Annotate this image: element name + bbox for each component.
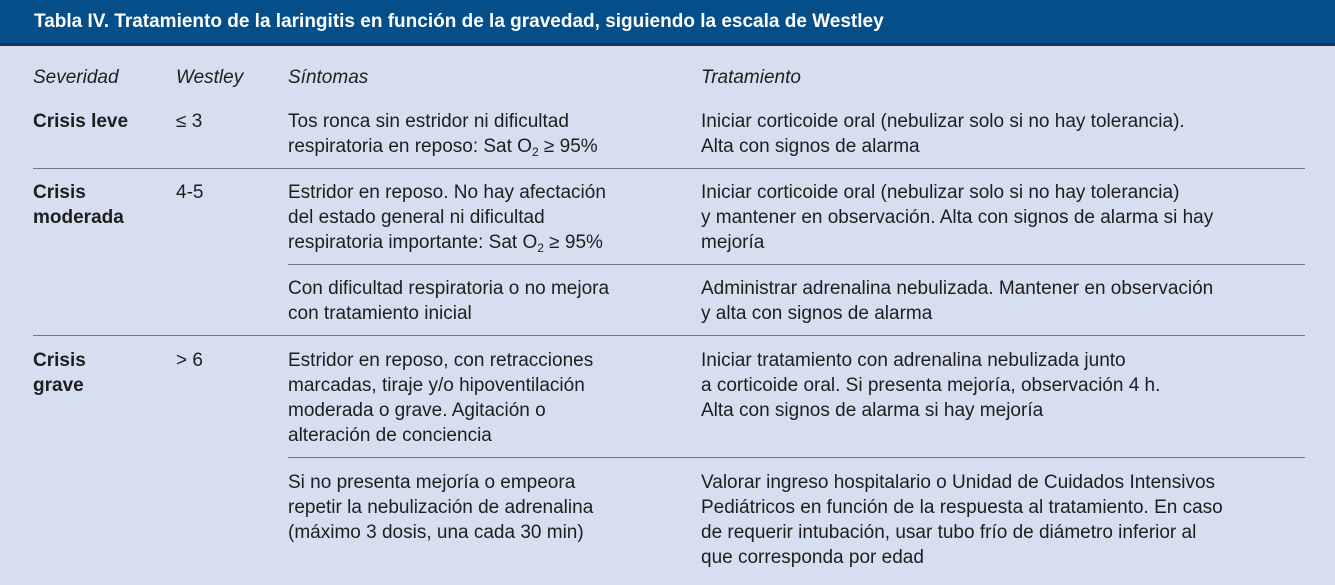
treatment-line: que corresponda por edad [701,547,924,568]
symptoms-line: repetir la nebulización de adrenalina [288,497,594,518]
symptoms-line: (máximo 3 dosis, una cada 30 min) [288,522,584,543]
severity-crisis-grave: Crisis [33,350,86,371]
severity-crisis-grave-line2: grave [33,375,84,396]
treatment-line: de requerir intubación, usar tubo frío de diámetro inferior al [701,522,1197,543]
severity-crisis-moderada: Crisis [33,182,86,203]
severity-crisis-leve: Crisis leve [33,111,129,132]
treatment-line: y alta con signos de alarma [701,303,933,324]
treatment-line: Administrar adrenalina nebulizada. Mantener en observación [701,278,1214,299]
symptoms-line: del estado general ni dificultad [288,207,545,228]
treatment-line: Iniciar corticoide oral (nebulizar solo si no hay tolerancia) [701,182,1180,203]
treatment-line: Pediátricos en función de la respuesta al tratamiento. En caso [701,497,1223,518]
subrow-divider [288,457,1305,458]
header-symptoms: Síntomas [288,67,369,88]
treatment-line: Iniciar tratamiento con adrenalina nebulizada junto [701,350,1126,371]
symptoms-line: Tos ronca sin estridor ni dificultad [288,111,569,132]
symptoms-line: Estridor en reposo, con retracciones [288,350,594,371]
row-divider [33,168,1305,169]
symptoms-line: respiratoria importante: Sat $O_2 \ge 95\%$ [288,232,603,255]
symptoms-line: marcadas, tiraje y/o hipoventilación [288,375,585,396]
symptoms-line: Estridor en reposo. No hay afectación [288,182,606,203]
table-title-bar [0,0,1335,46]
symptoms-line: respiratoria en reposo: Sat $O_2 \ge 95\%$ [288,136,598,159]
subrow-divider [288,264,1305,265]
table-title: Tabla IV. Tratamiento de la laringitis en función de la gravedad, siguiendo la escala de Westley [34,11,884,32]
row-divider [33,335,1305,336]
treatment-line: Alta con signos de alarma si hay mejoría [701,400,1044,421]
treatment-line: y mantener en observación. Alta con signos de alarma si hay [701,207,1214,228]
header-treatment: Tratamiento [701,67,801,88]
symptoms-line: moderada o grave. Agitación o [288,400,546,421]
header-westley: Westley [176,67,244,88]
severity-crisis-moderada-line2: moderada [33,207,124,228]
symptoms-line: con tratamiento inicial [288,303,472,324]
symptoms-line: alteración de conciencia [288,425,492,446]
treatment-line: mejoría [701,232,765,253]
treatment-line: Iniciar corticoide oral (nebulizar solo si no hay tolerancia). [701,111,1185,132]
treatment-line: a corticoide oral. Si presenta mejoría, observación 4 h. [701,375,1161,396]
westley-score-moderada: 4-5 [176,182,204,203]
header-severity: Severidad [33,67,119,88]
westley-score-leve: ≤ 3 [176,111,203,132]
symptoms-line: Si no presenta mejoría o empeora [288,472,576,493]
treatment-line: Valorar ingreso hospitalario o Unidad de Cuidados Intensivos [701,472,1216,493]
westley-score-grave: > 6 [176,350,203,371]
treatment-line: Alta con signos de alarma [701,136,920,157]
symptoms-line: Con dificultad respiratoria o no mejora [288,278,610,299]
